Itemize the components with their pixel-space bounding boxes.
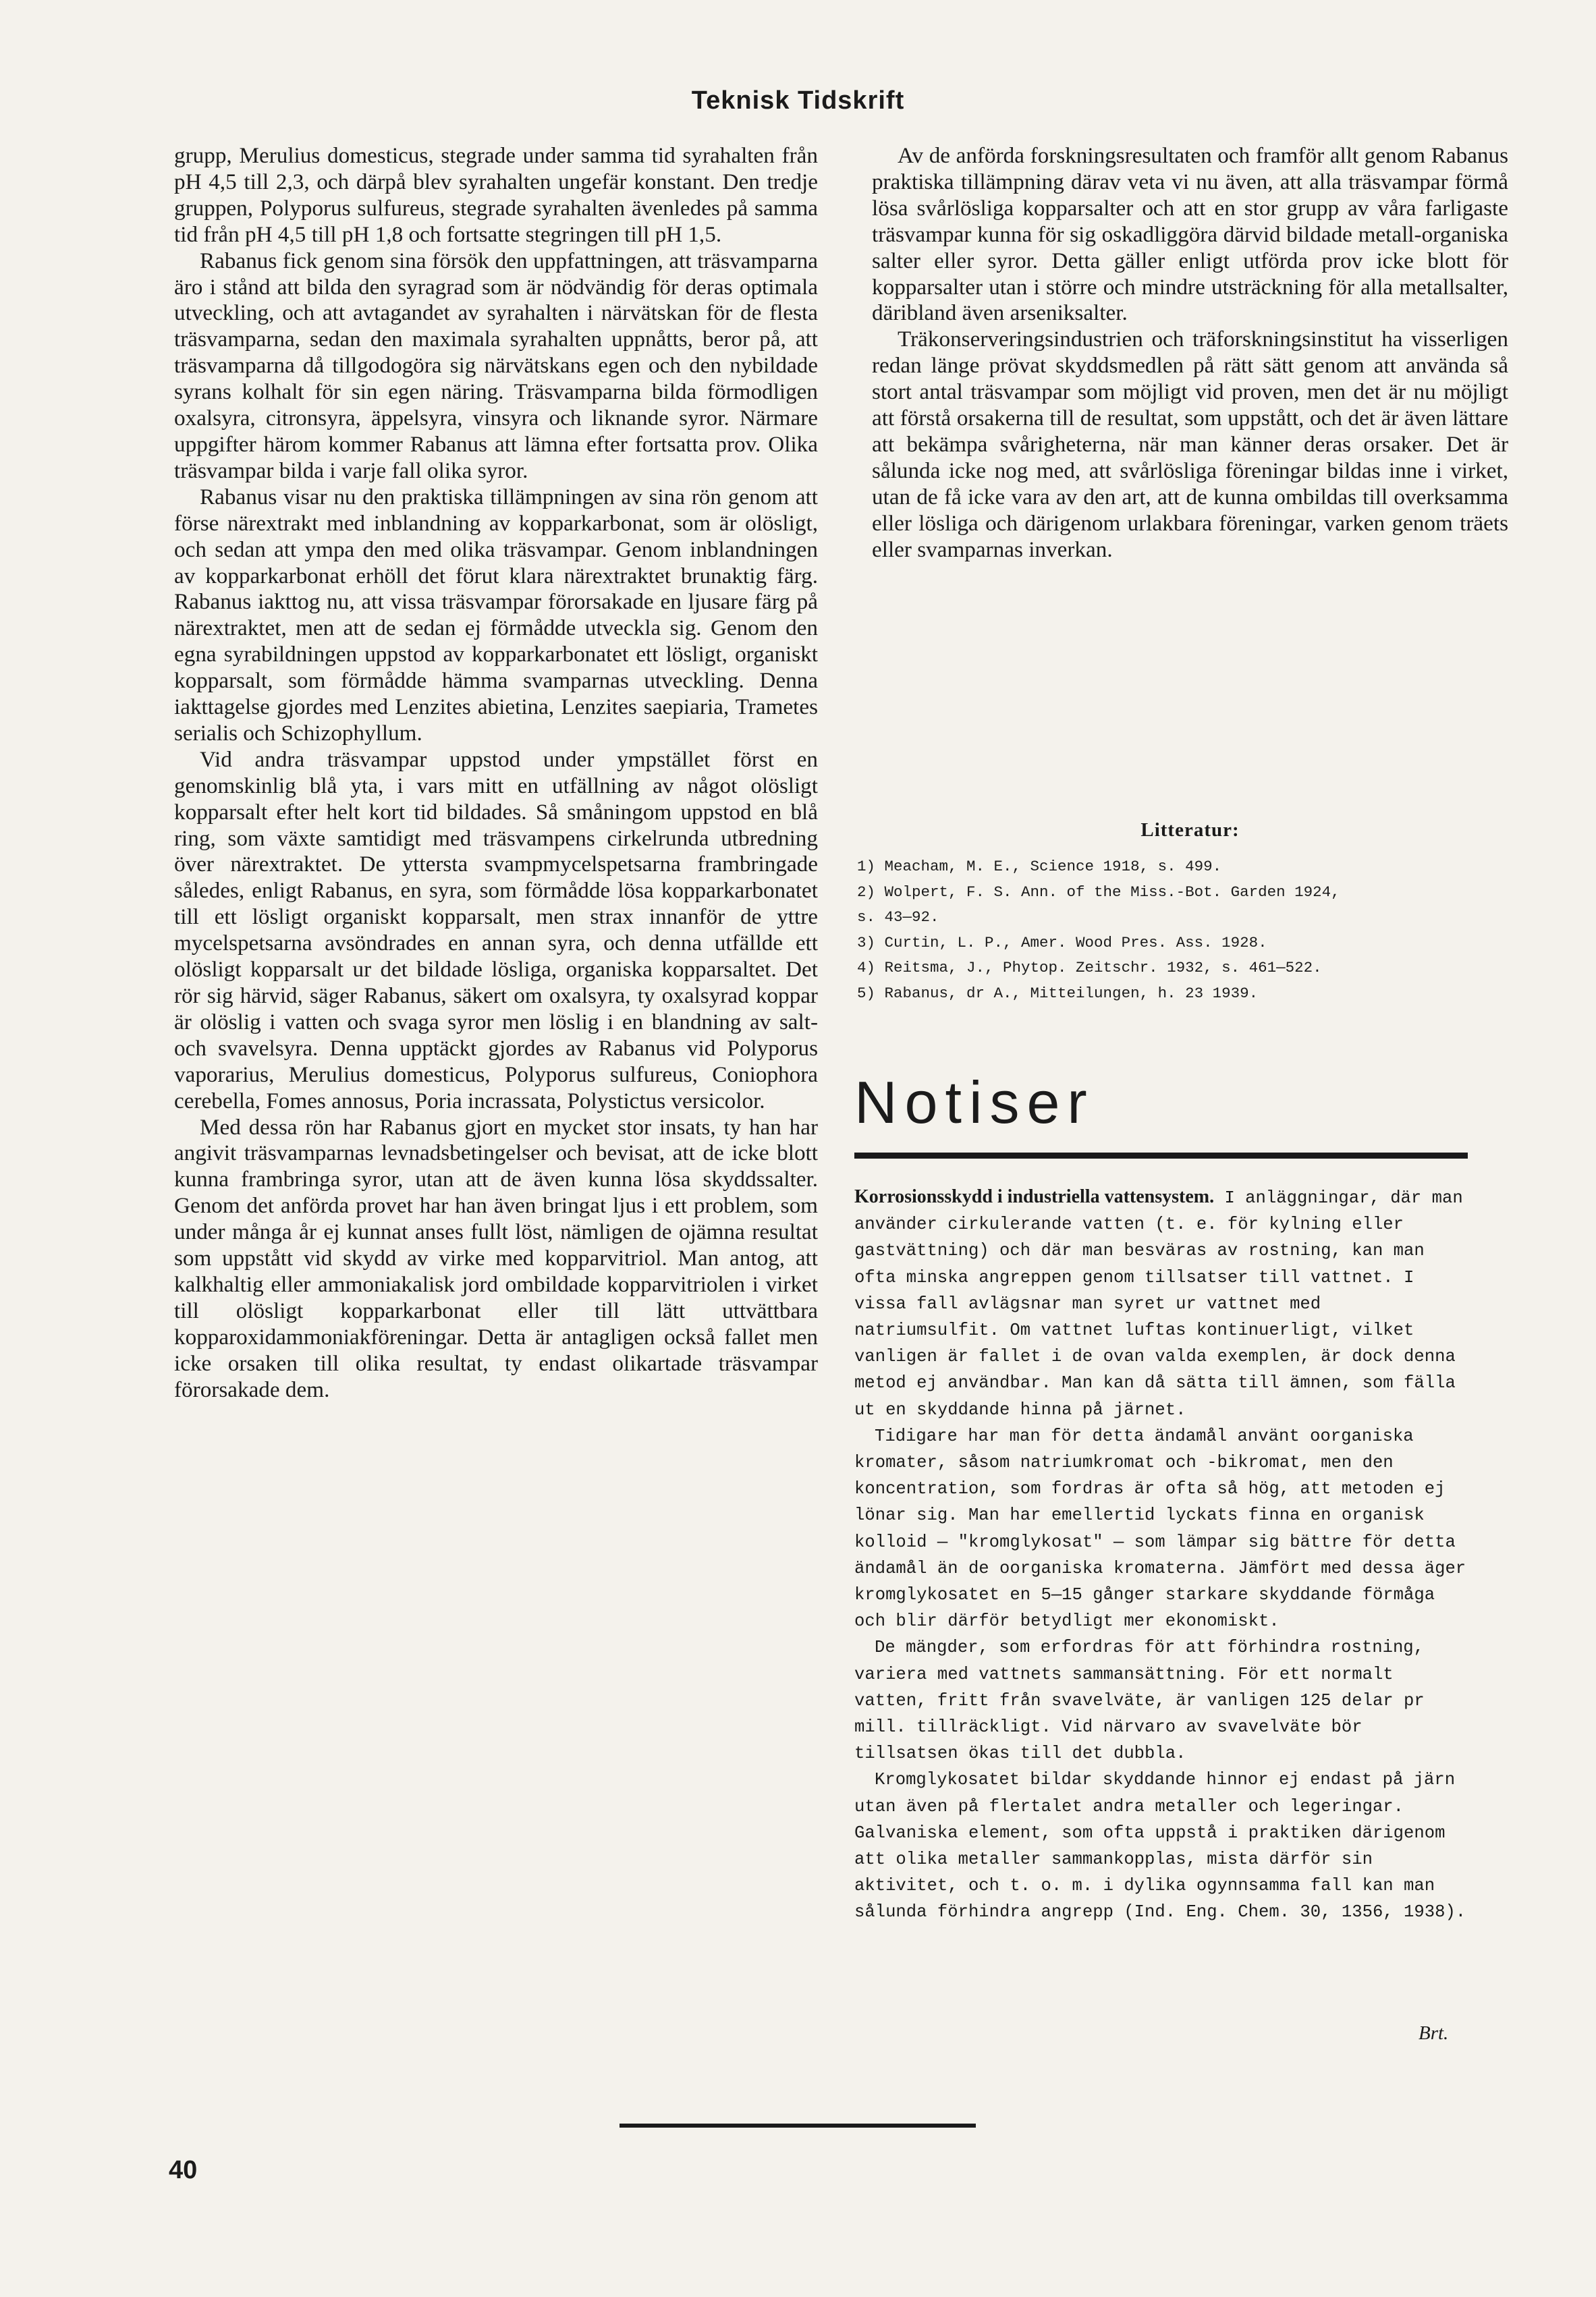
paragraph: De mängder, som erfordras för att förhindra rostning, variera med vattnets sammansättning. För ett normalt vatten, fritt från svavelväte, är vanligen 125 delar pr mill. tillräckligt. Vid närvaro av svavelväte bör tillsatsen ökas till det dubbla. xyxy=(854,1638,1425,1764)
journal-header: Teknisk Tidskrift xyxy=(691,86,905,115)
paragraph xyxy=(854,1184,1468,1423)
notes-column xyxy=(854,1184,1468,1926)
literature-heading: Litteratur: xyxy=(1140,819,1240,841)
reference-item: s. 43—92. xyxy=(857,908,939,926)
reference-item: 2) Wolpert, F. S. Ann. of the Miss.-Bot. Garden 1924, xyxy=(857,883,1340,901)
paragraph: Rabanus visar nu den praktiska tillämpningen av sina rön genom att förse närextrakt med inblandning av kopparkarbonat, som är olösligt, och sedan att ympa den med olika träsvampar. Genom inblandningen av kopparkarbonat erhöll det förut klara närextraktet brunaktig färg. Rabanus iakttog nu, att vissa träsvampar förorsakade en ljusare färg på närextraktet, men att de sedan ej förmådde utveckla sig. Genom den egna syrabildningen uppstod av kopparkarbonatet ett lösligt, organiskt kopparsalt, som förmådde hämma svamparnas utveckling. Denna iakttagelse gjordes med Lenzites abietina, Lenzites saepiaria, Trametes serialis och Schizophyllum. xyxy=(174,484,818,746)
reference-item: 4) Reitsma, J., Phytop. Zeitschr. 1932, s. 461—522. xyxy=(857,959,1322,976)
reference-item: 5) Rabanus, dr A., Mitteilungen, h. 23 1939. xyxy=(857,984,1259,1002)
paragraph: Rabanus fick genom sina försök den uppfattningen, att träsvamparna äro i stånd att bilda den syragrad som är nödvändig för deras optimala utveckling, och att avtagandet av syrahalten i närvätskan för de flesta träsvamparna, sedan den maximala syrahalten uppnåtts, beror på, att träsvamparna då tillgodogöra sig närvätskans egen och den nybildade syrans kolhalt för sin egen näring. Träsvamparna bilda förmodligen oxalsyra, citronsyra, äppelsyra, vinsyra och liknande syror. Närmare uppgifter härom kommer Rabanus att lämna efter fortsatta prov. Olika träsvampar bilda i varje fall olika syror. xyxy=(174,248,818,483)
paragraph: Kromglykosatet bildar skyddande hinnor ej endast på järn utan även på flertalet andra metaller och legeringar. Galvaniska element, som ofta uppstå i praktiken därigenom att olika metaller sammankopplas, mista därför sin aktivitet, och t. o. m. i dylika ogynnsamma fall kan man sålunda förhindra angrepp (Ind. Eng. Chem. 30, 1356, 1938). xyxy=(854,1770,1466,1922)
reference-item: 1) Meacham, M. E., Science 1918, s. 499. xyxy=(857,858,1222,875)
paragraph: Vid andra träsvampar uppstod under ympstället först en genomskinlig blå yta, i vars mitt en utfällning av något olösligt kopparsalt efter helt kort tid bildades. Så småningom uppstod en blå ring, som växte samtidigt med träsvampens cirkelrunda utbredning över närextraktet. De yttersta svampmycelspetsarna frambringade således, enligt Rabanus, en syra, som förmådde lösa kopparkarbonatet till ett lösligt organiskt kopparsalt, men strax innanför de yttre mycelspetsarna avsöndrades en annan syra, och denna utfällde ett olösligt kopparsalt ur det bildade lösliga, organiska kopparsaltet. Det rör sig härvid, säger Rabanus, säkert om oxalsyra, ty oxalsyrad koppar är olöslig i vatten och svaga syror men löslig i en blandning av salt- och svavelsyra. Denna upptäckt gjordes av Rabanus vid Polyporus vaporarius, Merulius domesticus, Polyporus sulfureus, Coniophora cerebella, Fomes annosus, Poria incrassata, Polystictus versicolor. xyxy=(174,746,818,1113)
note-lead: Korrosionsskydd i industriella vattensystem. xyxy=(854,1186,1215,1207)
paragraph: grupp, Merulius domesticus, stegrade under samma tid syrahalten från pH 4,5 till 2,3, och därpå blev syrahalten ungefär konstant. Den tredje gruppen, Polyporus sulfureus, stegrade syrahalten ävenledes på samma tid från pH 4,5 till pH 1,8 och fortsatte stegringen till pH 1,5. xyxy=(174,143,818,247)
paragraph: Tidigare har man för detta ändamål använt oorganiska kromater, såsom natriumkromat och -bikromat, men den koncentration, som fordras är ofta så hög, att metoden ej lönar sig. Man har emellertid lyckats finna en organisk kolloid — "kromglykosat" — som lämpar sig bättre för detta ändamål än de oorganiska kromaterna. Jämfört med dessa äger kromglykosatet en 5—15 gånger starkare skyddande förmåga och blir därför betydligt mer ekonomiskt. xyxy=(854,1426,1466,1632)
section-title: Notiser xyxy=(854,1069,1095,1136)
page-number: 40 xyxy=(169,2156,198,2184)
signature: Brt. xyxy=(1419,2022,1449,2044)
bottom-rule xyxy=(620,2124,976,2128)
right-column xyxy=(872,143,1508,563)
reference-item: 3) Curtin, L. P., Amer. Wood Pres. Ass. 1928. xyxy=(857,933,1267,951)
paragraph: Med dessa rön har Rabanus gjort en mycket stor insats, ty han har angivit träsvamparnas levnadsbetingelser och bevisat, att de icke blott kunna frambringa syror, utan att de även kunna lösa skyddssalter. Genom det anförda provet har han även bringat ljus i ett problem, som under många år ej kunnat anses fullt löst, nämligen de ojämna resultat som uppstått vid skydd av virke med kopparvitriol. Man antog, att kalkhaltig eller ammoniakalisk jord ombildade kopparvitriolen i virket till olösligt kopparkarbonat eller till lätt uttvättbara kopparoxidammoniakföreningar. Detta är antagligen också fallet men icke orsaken till olika resultat, ty endast olikartade träsvampar förorsakade dem. xyxy=(174,1114,818,1402)
reference-list xyxy=(857,854,1468,1006)
section-rule xyxy=(854,1153,1468,1159)
paragraph: Av de anförda forskningsresultaten och framför allt genom Rabanus praktiska tillämpning därav veta vi nu även, att alla träsvampar förmå lösa svårlösliga kopparsalter och att en stor grupp av våra farligaste träsvampar kunna för sig oskadliggöra därvid bildade metall-organiska salter eller syror. Detta gäller enligt utförda prov icke blott för kopparsalter utan i större och mindre utsträckning för alla metallsalter, däribland även arseniksalter. xyxy=(872,143,1508,326)
left-column xyxy=(174,143,818,1404)
note-text: I anläggningar, där man använder cirkulerande vatten (t. e. för kylning eller gastvättning) och där man besväras av rostning, kan man ofta minska angreppen genom tillsatser till vattnet. I vissa fall avlägsnar man syret ur vattnet med natriumsulfit. Om vattnet luftas kontinuerligt, vilket vanligen är fallet i de ovan valda exemplen, är dock denna metod ej användbar. Man kan då sätta till ämnen, som fälla ut en skyddande hinna på järnet. xyxy=(854,1188,1463,1420)
paragraph: Träkonserveringsindustrien och träforskningsinstitut ha visserligen redan länge prövat skyddsmedlen på rätt sätt genom att använda så stort antal träsvampar som möjligt vid proven, men det är nu möjligt att förstå orsakerna till de resultat, som uppstått, och det är även lättare att bekämpa svårigheterna, när man känner deras orsaker. Det är sålunda icke nog med, att svårlösliga föreningar bildas inne i virket, utan de få icke vara av den art, att de kunna ombildas till overksamma eller lösliga och därigenom urlakbara föreningar, varken genom träets eller svamparnas inverkan. xyxy=(872,327,1508,562)
